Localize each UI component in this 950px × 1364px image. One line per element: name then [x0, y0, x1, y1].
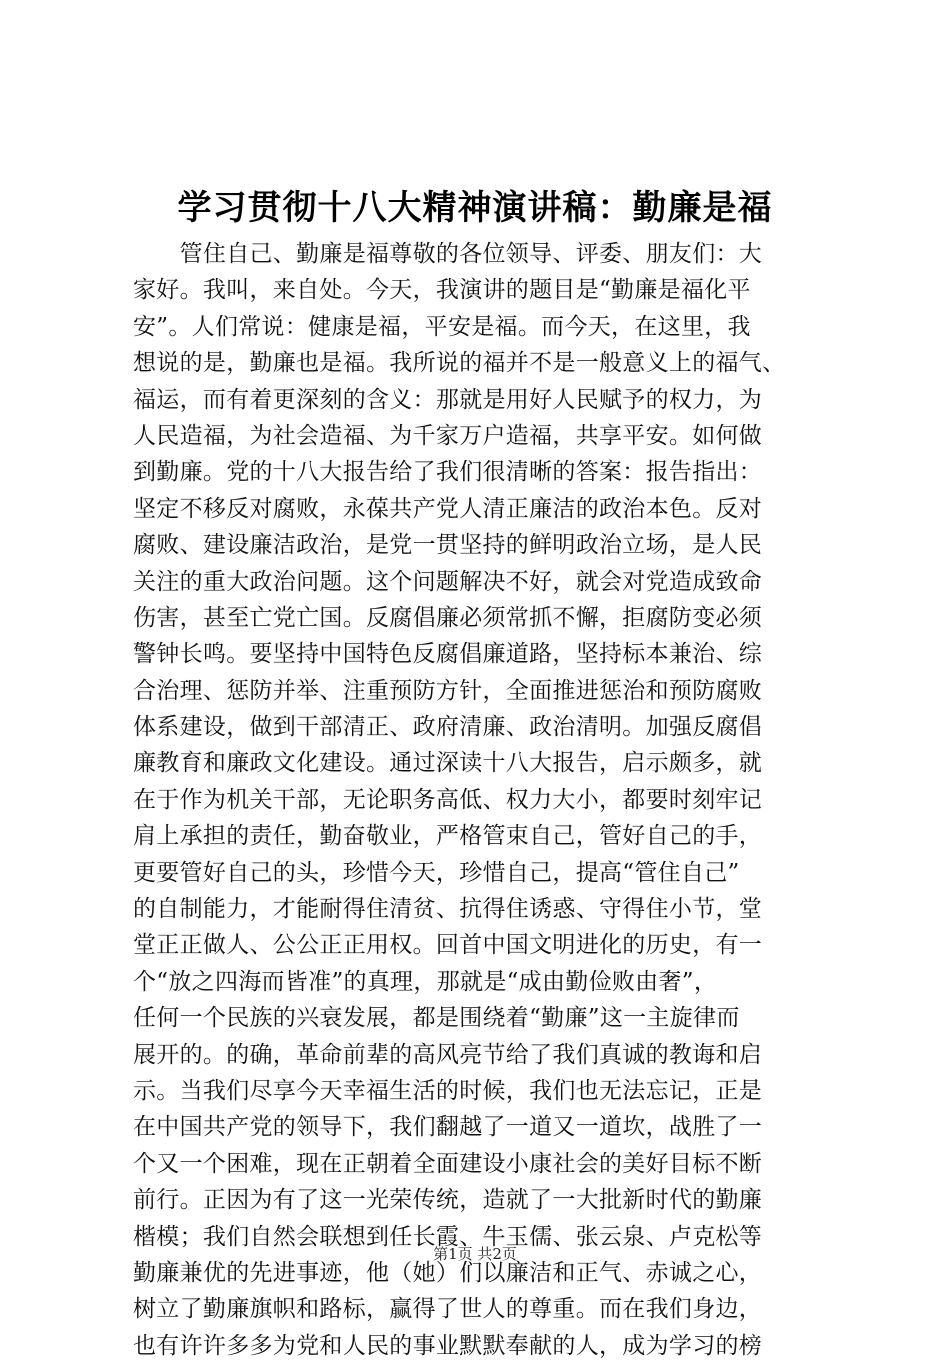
body-line: 个又一个困难，现在正朝着全面建设小康社会的美好目标不断 — [133, 1150, 763, 1177]
body-line: 树立了勤廉旗帜和路标，赢得了世人的尊重。而在我们身边， — [133, 1296, 763, 1323]
body-line: 更要管好自己的头，珍惜今天，珍惜自己，提高“管住自己” — [133, 859, 740, 886]
body-line: 也有许许多多为党和人民的事业默默奉献的人，成为学习的榜 — [133, 1332, 763, 1359]
body-line: 想说的是，勤廉也是福。我所说的福并不是一般意义上的福气、 — [133, 350, 786, 377]
body-line: 合治理、惩防并举、注重预防方针，全面推进惩治和预防腐败 — [133, 677, 763, 704]
body-line: 警钟长鸣。要坚持中国特色反腐倡廉道路，坚持标本兼治、综 — [133, 641, 763, 668]
body-line: 家好。我叫，来自处。今天，我演讲的题目是“勤廉是福化平 — [133, 277, 751, 304]
body-line: 腐败、建设廉洁政治，是党一贯坚持的鲜明政治立场，是人民 — [133, 532, 763, 559]
body-line: 个“放之四海而皆准”的真理，那就是“成由勤俭败由奢”， — [133, 968, 718, 995]
body-line: 体系建设，做到干部清正、政府清廉、政治清明。加强反腐倡 — [133, 714, 763, 741]
body-line: 堂正正做人、公公正正用权。回首中国文明进化的历史，有一 — [133, 932, 763, 959]
body-line: 福运，而有着更深刻的含义：那就是用好人民赋予的权力，为 — [133, 386, 763, 413]
body-line: 勤廉兼优的先进事迹，他（她）们以廉洁和正气、赤诚之心， — [133, 1259, 763, 1286]
body-line: 伤害，甚至亡党亡国。反腐倡廉必须常抓不懈，拒腐防变必须 — [133, 604, 763, 631]
body-line: 坚定不移反对腐败，永葆共产党人清正廉洁的政治本色。反对 — [133, 495, 763, 522]
body-line: 展开的。的确，革命前辈的高风亮节给了我们真诚的教诲和启 — [133, 1041, 763, 1068]
page-footer: 第1页 共2页 — [433, 1245, 517, 1263]
body-line: 楷模；我们自然会联想到任长霞、牛玉儒、张云泉、卢克松等 — [133, 1223, 763, 1250]
body-line: 廉教育和廉政文化建设。通过深读十八大报告，启示颇多，就 — [133, 750, 763, 777]
body-line: 人民造福，为社会造福、为千家万户造福，共享平安。如何做 — [133, 422, 763, 449]
body-line: 在中国共产党的领导下，我们翻越了一道又一道坎，战胜了一 — [133, 1114, 763, 1141]
body-line: 任何一个民族的兴衰发展，都是围绕着“勤廉”这一主旋律而 — [133, 1005, 740, 1032]
body-line: 到勤廉。党的十八大报告给了我们很清晰的答案：报告指出： — [133, 459, 763, 486]
body-line: 前行。正因为有了这一光荣传统，造就了一大批新时代的勤廉 — [133, 1187, 763, 1214]
document-body — [133, 236, 833, 1364]
body-line: 肩上承担的责任，勤奋敬业，严格管束自己，管好自己的手， — [133, 823, 763, 850]
body-line: 的自制能力，才能耐得住清贫、抗得住诱惑、守得住小节，堂 — [133, 896, 763, 923]
body-line: 安”。人们常说：健康是福，平安是福。而今天，在这里，我 — [133, 313, 751, 340]
body-line: 在于作为机关干部，无论职务高低、权力大小，都要时刻牢记 — [133, 786, 763, 813]
body-line: 关注的重大政治问题。这个问题解决不好，就会对党造成致命 — [133, 568, 763, 595]
document-title: 学习贯彻十八大精神演讲稿：勤廉是福 — [177, 188, 773, 228]
body-line: 管住自己、勤廉是福尊敬的各位领导、评委、朋友们：大 — [133, 241, 763, 267]
body-line: 示。当我们尽享今天幸福生活的时候，我们也无法忘记，正是 — [133, 1077, 763, 1104]
